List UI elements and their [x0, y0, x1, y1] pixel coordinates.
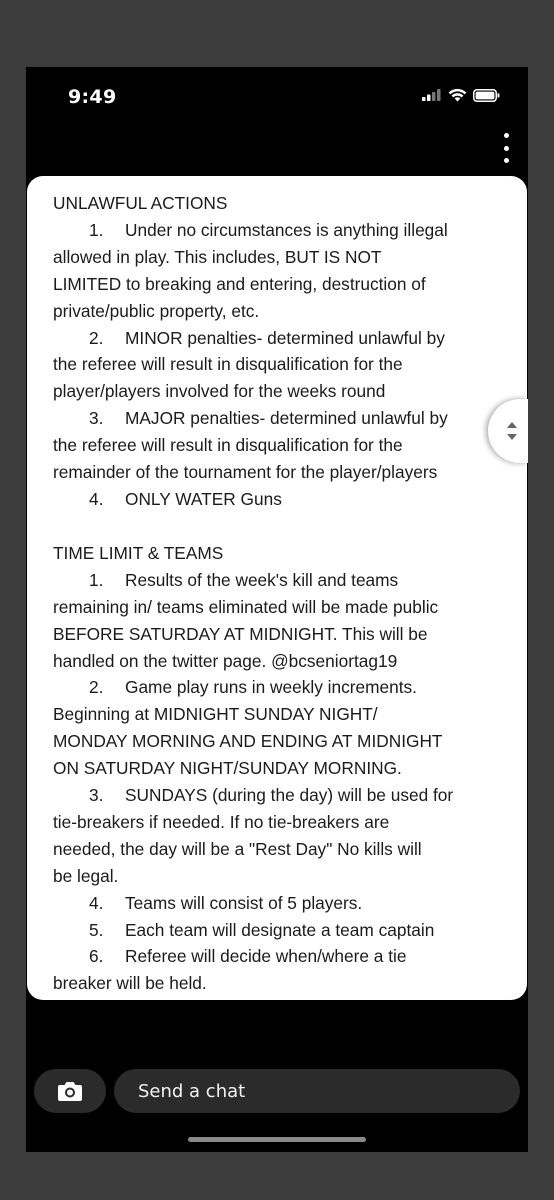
unlawful-item-3 — [53, 405, 503, 486]
unlawful-item-2 — [53, 325, 503, 406]
item-number: 3. — [89, 785, 104, 806]
signal-icon — [422, 89, 442, 101]
item-text: tie-breakers if needed. If no tie-breakers are — [53, 811, 390, 832]
document-line — [53, 459, 503, 486]
document-line — [53, 217, 503, 244]
chat-input-placeholder: Send a chat — [138, 1080, 246, 1102]
item-text: be legal. — [53, 865, 119, 886]
section1-items — [53, 217, 503, 513]
item-number: 2. — [89, 327, 104, 348]
more-options-icon[interactable] — [498, 133, 514, 163]
item-text: Results of the week's kill and teams — [125, 569, 399, 590]
item-text: allowed in play. This includes, BUT IS NOT — [53, 246, 382, 267]
item-text: ONLY WATER Guns — [125, 488, 282, 509]
item-text: MONDAY MORNING AND ENDING AT MIDNIGHT — [53, 731, 443, 752]
document-line — [53, 325, 503, 352]
document-line — [53, 405, 503, 432]
unlawful-item-4 — [53, 486, 503, 513]
item-number: 1. — [89, 219, 104, 240]
status-time: 9:49 — [68, 86, 117, 108]
item-number: 6. — [89, 946, 104, 967]
item-text: Referee will decide when/where a tie — [125, 946, 407, 967]
wifi-icon — [448, 88, 467, 102]
document-card — [27, 176, 527, 1000]
document-line — [53, 836, 503, 863]
item-number: 5. — [89, 919, 104, 940]
document-line — [53, 701, 503, 728]
time-limit-item-4 — [53, 890, 503, 917]
document-line — [53, 621, 503, 648]
camera-icon — [57, 1080, 83, 1102]
document-line — [53, 594, 503, 621]
item-text: needed, the day will be a "Rest Day" No kills will — [53, 838, 422, 859]
document-line — [53, 917, 503, 944]
item-text: Teams will consist of 5 players. — [125, 892, 363, 913]
item-text: remaining in/ teams eliminated will be made public — [53, 596, 439, 617]
camera-button[interactable] — [34, 1069, 106, 1113]
document-line — [53, 970, 503, 997]
item-text: Game play runs in weekly increments. — [125, 677, 417, 698]
document-line — [53, 432, 503, 459]
item-text: MINOR penalties- determined unlawful by — [125, 327, 445, 348]
item-text: Under no circumstances is anything illegal — [125, 219, 448, 240]
item-text: the referee will result in disqualification for the — [53, 435, 403, 456]
section-title-unlawful-actions: UNLAWFUL ACTIONS — [53, 193, 228, 213]
item-text: remainder of the tournament for the player/players — [53, 462, 438, 483]
item-text: breaker will be held. — [53, 973, 207, 994]
item-text: player/players involved for the weeks round — [53, 381, 386, 402]
document-line — [53, 378, 503, 405]
item-text: Each team will designate a team captain — [125, 919, 435, 940]
time-limit-item-2 — [53, 674, 503, 782]
section-title-time-limit: TIME LIMIT & TEAMS — [53, 542, 224, 563]
item-text: LIMITED to breaking and entering, destruction of — [53, 273, 426, 294]
time-limit-item-1 — [53, 567, 503, 675]
item-text: private/public property, etc. — [53, 300, 260, 321]
home-indicator[interactable] — [188, 1137, 366, 1142]
item-number: 1. — [89, 569, 104, 590]
phone-screen — [26, 67, 528, 1152]
item-number: 4. — [89, 488, 104, 509]
item-number: 4. — [89, 892, 104, 913]
item-text: the referee will result in disqualification for the — [53, 354, 403, 375]
document-line — [53, 674, 503, 701]
section2-items — [53, 567, 503, 998]
status-icons — [422, 88, 500, 102]
document-line — [53, 271, 503, 298]
document-line — [53, 351, 503, 378]
chat-input[interactable] — [114, 1069, 520, 1113]
document-line — [53, 567, 503, 594]
time-limit-item-5 — [53, 917, 503, 944]
chevron-down-icon — [507, 434, 517, 440]
document-line — [53, 648, 503, 675]
document-line — [53, 943, 503, 970]
document-line — [53, 755, 503, 782]
document-line — [53, 298, 503, 325]
document-line — [53, 890, 503, 917]
chat-bar — [26, 1067, 528, 1117]
document-line — [53, 782, 503, 809]
document-line — [53, 244, 503, 271]
item-text: Beginning at MIDNIGHT SUNDAY NIGHT/ — [53, 704, 378, 725]
item-number: 3. — [89, 408, 104, 429]
item-text: MAJOR penalties- determined unlawful by — [125, 408, 448, 429]
item-text: BEFORE SATURDAY AT MIDNIGHT. This will be — [53, 623, 428, 644]
document-line — [53, 486, 503, 513]
item-text: handled on the twitter page. @bcseniortag19 — [53, 650, 398, 671]
battery-icon — [473, 89, 500, 102]
chevron-up-icon — [507, 422, 517, 428]
document-line — [53, 809, 503, 836]
item-number: 2. — [89, 677, 104, 698]
unlawful-item-1 — [53, 217, 503, 325]
item-text: ON SATURDAY NIGHT/SUNDAY MORNING. — [53, 758, 402, 779]
item-text: SUNDAYS (during the day) will be used for — [125, 785, 454, 806]
time-limit-item-3 — [53, 782, 503, 890]
time-limit-item-6 — [53, 943, 503, 997]
document-line — [53, 863, 503, 890]
document-line — [53, 728, 503, 755]
status-bar — [26, 67, 528, 127]
